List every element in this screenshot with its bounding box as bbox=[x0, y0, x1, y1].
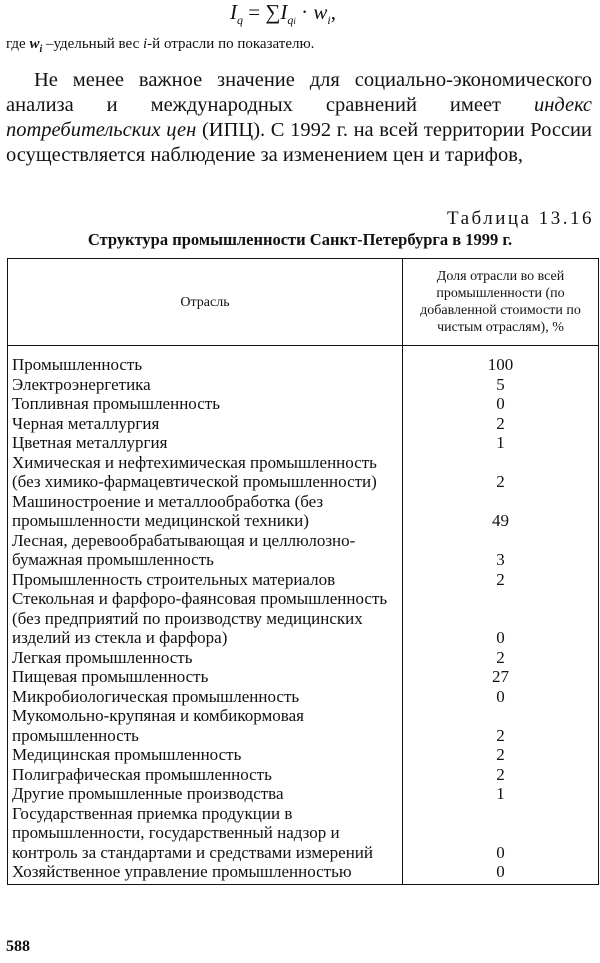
industry-name: Пищевая промышленность bbox=[8, 667, 403, 687]
industry-share: 100 bbox=[403, 346, 599, 375]
table-row bbox=[8, 745, 599, 765]
table-row bbox=[8, 570, 599, 590]
industry-share: 0 bbox=[403, 687, 599, 707]
formula: $I_q = \sum I_{qi} \cdot w_i$, bbox=[230, 0, 336, 28]
table-row bbox=[8, 531, 599, 570]
industry-share: 2 bbox=[403, 453, 599, 492]
table-row bbox=[8, 784, 599, 804]
industry-name: Машиностроение и металлообработка (без промышленности медицинской техники) bbox=[8, 492, 403, 531]
industry-name: Полиграфическая промышленность bbox=[8, 765, 403, 785]
industry-share: 0 bbox=[403, 589, 599, 648]
industry-name: Мукомольно-крупяная и комбикормовая промышленность bbox=[8, 706, 403, 745]
industry-share: 27 bbox=[403, 667, 599, 687]
table-title: Структура промышленности Санкт-Петербурга в 1999 г. bbox=[87, 230, 513, 249]
table-row bbox=[8, 804, 599, 863]
table-row bbox=[8, 375, 599, 395]
industry-share: 1 bbox=[403, 784, 599, 804]
industry-name: Микробиологическая промышленность bbox=[8, 687, 403, 707]
table-row bbox=[8, 765, 599, 785]
industry-share: 0 bbox=[403, 394, 599, 414]
table-row bbox=[8, 589, 599, 648]
industry-share: 5 bbox=[403, 375, 599, 395]
industry-name: Топливная промышленность bbox=[8, 394, 403, 414]
header-industry: Отрасль bbox=[8, 259, 403, 346]
industry-name: Промышленность bbox=[8, 346, 403, 375]
industry-share: 49 bbox=[403, 492, 599, 531]
industry-share: 2 bbox=[403, 570, 599, 590]
industry-share: 2 bbox=[403, 414, 599, 434]
table-row bbox=[8, 648, 599, 668]
table-header-row bbox=[8, 259, 599, 346]
industry-name: Лесная, деревообрабатывающая и целлюлозно-бумажная промышленность bbox=[8, 531, 403, 570]
table-row bbox=[8, 687, 599, 707]
table-row bbox=[8, 667, 599, 687]
industry-name: Черная металлургия bbox=[8, 414, 403, 434]
industry-structure-table bbox=[7, 258, 599, 885]
industry-share: 2 bbox=[403, 706, 599, 745]
variable-definition: где $w_i$ –удельный вес i-й отрасли по показателю. bbox=[6, 36, 315, 55]
industry-share: 2 bbox=[403, 745, 599, 765]
industry-share: 3 bbox=[403, 531, 599, 570]
industry-name: Хозяйственное управление промышленностью bbox=[8, 862, 403, 884]
industry-name: Химическая и нефтехимическая промышленность (без химико-фармацевтической промышленности) bbox=[8, 453, 403, 492]
table-row bbox=[8, 453, 599, 492]
header-share: Доля отрасли во всей промышленности (по добавленной стоимости по чистым отраслям), % bbox=[403, 259, 599, 346]
industry-name: Электроэнергетика bbox=[8, 375, 403, 395]
table-row bbox=[8, 394, 599, 414]
table-row bbox=[8, 706, 599, 745]
table-row bbox=[8, 433, 599, 453]
table-body bbox=[8, 346, 599, 885]
table-row bbox=[8, 862, 599, 884]
industry-name: Медицинская промышленность bbox=[8, 745, 403, 765]
industry-share: 1 bbox=[403, 433, 599, 453]
industry-name: Промышленность строительных материалов bbox=[8, 570, 403, 590]
industry-name: Другие промышленные производства bbox=[8, 784, 403, 804]
page-number: 588 bbox=[6, 938, 30, 955]
industry-share: 0 bbox=[403, 862, 599, 884]
industry-share: 2 bbox=[403, 765, 599, 785]
table-row bbox=[8, 414, 599, 434]
body-paragraph: Не менее важное значение для социально-экономического анализа и международных сравнений имеет индекс потребительских цен (ИПЦ). С 1992 г. на всей территории России осуществляется наблюдение за изменением цен и тарифов, bbox=[6, 69, 592, 166]
industry-share: 2 bbox=[403, 648, 599, 668]
table-number: Таблица 13.16 bbox=[446, 208, 594, 229]
industry-name: Стекольная и фарфоро-фаянсовая промышленность (без предприятий по производству медицинских изделий из стекла и фарфора) bbox=[8, 589, 403, 648]
industry-name: Государственная приемка продукции в промышленности, государственный надзор и контроль за стандартами и средствами измерений bbox=[8, 804, 403, 863]
industry-share: 0 bbox=[403, 804, 599, 863]
industry-name: Легкая промышленность bbox=[8, 648, 403, 668]
industry-name: Цветная металлургия bbox=[8, 433, 403, 453]
table-row bbox=[8, 492, 599, 531]
table-row bbox=[8, 346, 599, 375]
